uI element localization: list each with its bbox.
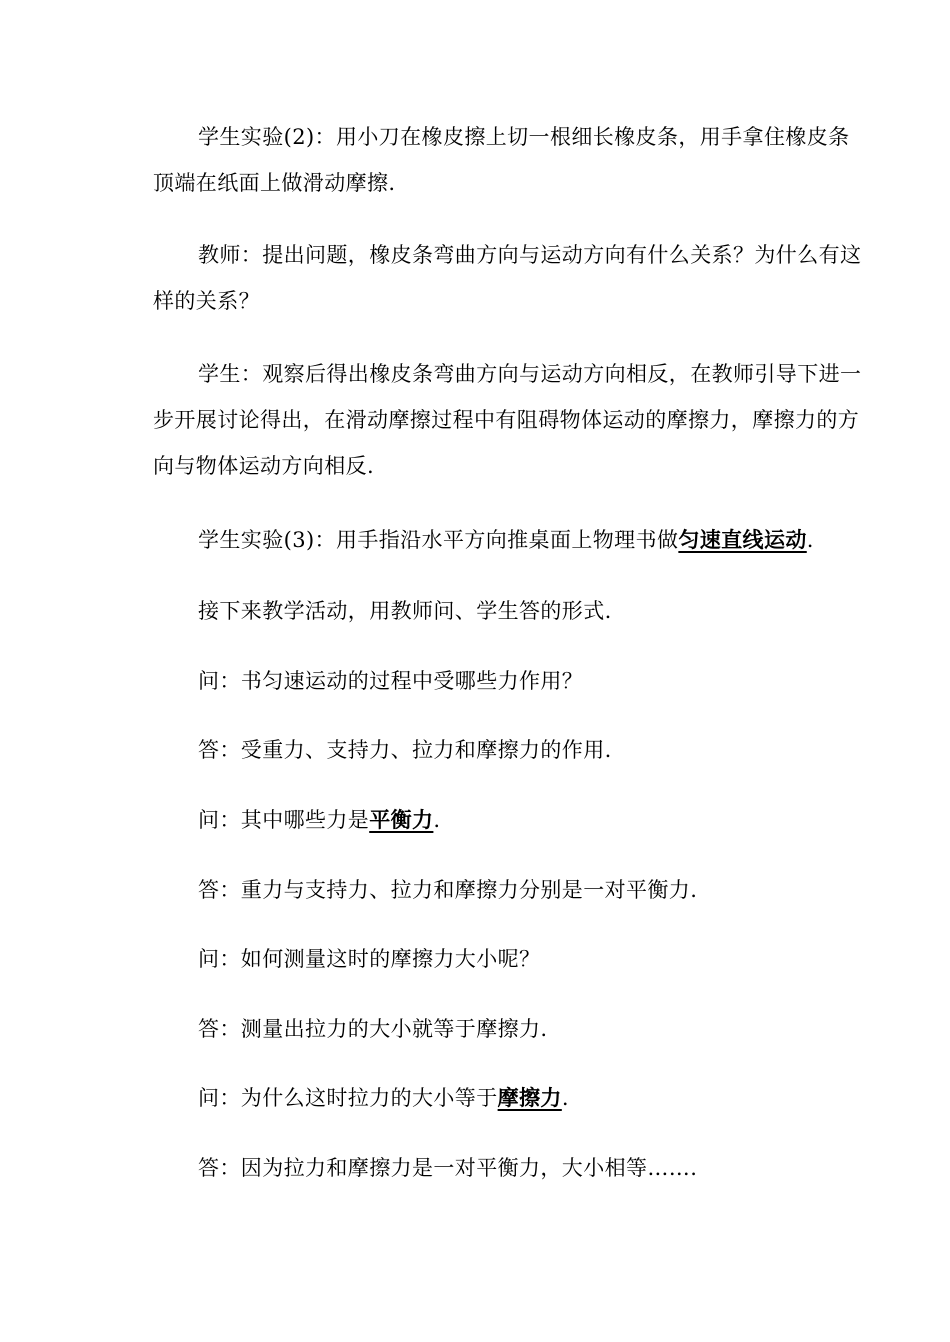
paragraph-text: 答：测量出拉力的大小就等于摩擦力. [198,1017,548,1041]
paragraph-text: 答：因为拉力和摩擦力是一对平衡力，大小相等……. [198,1156,698,1180]
paragraph-text: 接下来教学活动，用教师问、学生答的形式. [198,599,612,623]
paragraph-answer-4 [153,1145,865,1191]
paragraph-answer-2 [153,867,865,913]
paragraph-student-experiment-3 [153,517,865,563]
paragraph-text: 问：书匀速运动的过程中受哪些力作用？ [198,669,584,693]
paragraph-question-3 [153,936,865,982]
paragraph-text: 答：重力与支持力、拉力和摩擦力分别是一对平衡力. [198,878,698,902]
paragraph-text: . [433,808,441,832]
paragraph-activity-intro [153,588,865,634]
paragraph-answer-1 [153,727,865,773]
paragraph-text: 学生：观察后得出橡皮条弯曲方向与运动方向相反，在教师引导下进一步开展讨论得出，在滑动摩擦过程中有阻碍物体运动的摩擦力，摩擦力的方向与物体运动方向相反. [153,362,862,478]
paragraph-question-2 [153,797,865,843]
paragraph-text: 问：如何测量这时的摩擦力大小呢？ [198,947,541,971]
emphasis-friction: 摩擦力 [497,1085,562,1110]
paragraph-text: 学生实验(2)：用小刀在橡皮擦上切一根细长橡皮条，用手拿住橡皮条顶端在纸面上做滑动摩擦. [153,125,850,195]
paragraph-teacher-question [153,232,865,324]
paragraph-question-1 [153,658,865,704]
paragraph-text: . [806,528,814,552]
paragraph-text: 问：其中哪些力是 [198,808,370,832]
paragraph-text: 学生实验(3)：用手指沿水平方向推桌面上物理书做 [198,528,679,552]
paragraph-student-experiment-2 [153,114,865,206]
paragraph-text: . [561,1086,569,1110]
paragraph-answer-3 [153,1006,865,1052]
paragraph-question-4 [153,1075,865,1121]
paragraph-student-observation [153,351,865,489]
emphasis-uniform-linear-motion: 匀速直线运动 [678,527,807,552]
paragraph-text: 问：为什么这时拉力的大小等于 [198,1086,498,1110]
emphasis-balanced-force: 平衡力 [369,807,434,832]
paragraph-text: 答：受重力、支持力、拉力和摩擦力的作用. [198,738,612,762]
paragraph-text: 教师：提出问题，橡皮条弯曲方向与运动方向有什么关系？为什么有这样的关系？ [153,243,862,313]
